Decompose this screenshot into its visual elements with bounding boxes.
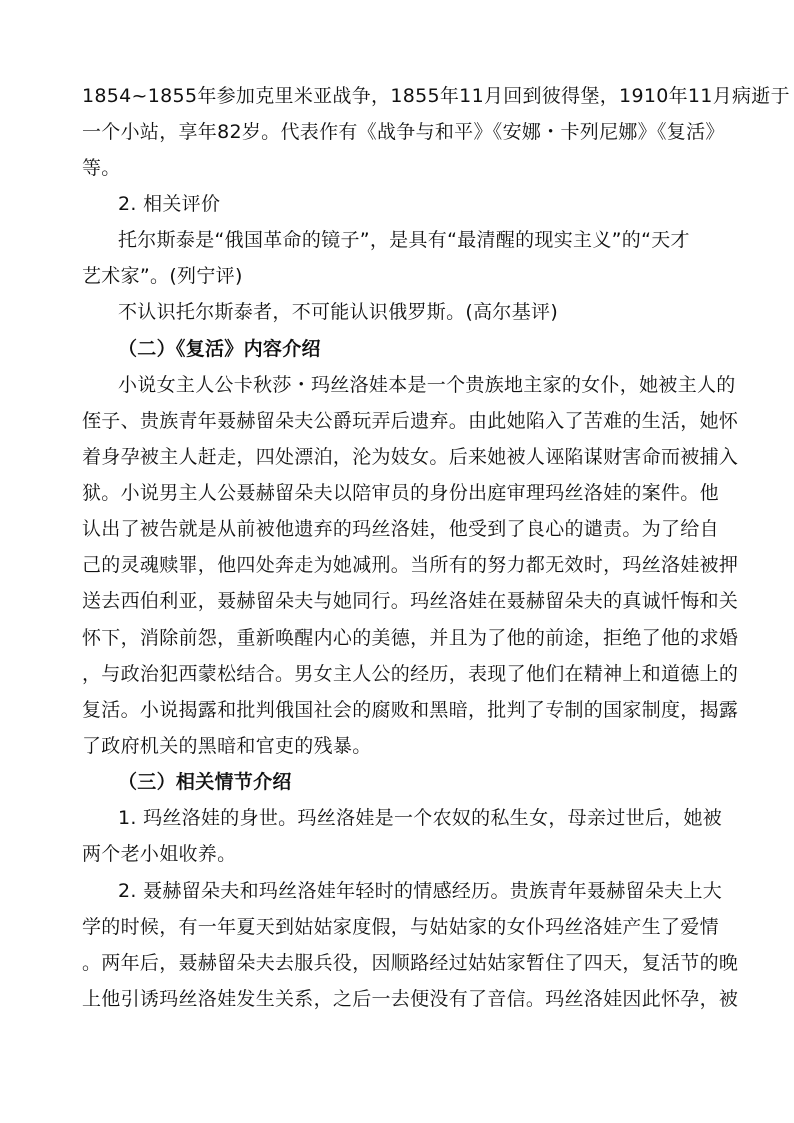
text-line: ，与政治犯西蒙松结合。男女主人公的经历，表现了他们在精神上和道德上的 bbox=[82, 663, 739, 685]
text-line: 小说女主人公卡秋莎・玛丝洛娃本是一个贵族地主家的女仆，她被主人的 bbox=[118, 374, 736, 396]
text-line: 复活。小说揭露和批判俄国社会的腐败和黑暗，批判了专制的国家制度，揭露 bbox=[82, 699, 739, 721]
text-line: 两个老小姐收养。 bbox=[82, 843, 237, 865]
text-line: 了政府机关的黑暗和官吏的残暴。 bbox=[82, 735, 372, 757]
text-line: 不认识托尔斯泰者，不可能认识俄罗斯。(高尔基评) bbox=[118, 301, 559, 323]
text-line: 一个小站，享年82岁。代表作有《战争与和平》《安娜・卡列尼娜》《复活》 bbox=[82, 121, 725, 143]
section-heading: （三）相关情节介绍 bbox=[118, 771, 292, 793]
section-heading: （二）《复活》内容介绍 bbox=[118, 338, 321, 360]
text-line: 上他引诱玛丝洛娃发生关系，之后一去便没有了音信。玛丝洛娃因此怀孕，被 bbox=[82, 988, 739, 1010]
text-line: 侄子、贵族青年聂赫留朵夫公爵玩弄后遗弃。由此她陷入了苦难的生活，她怀 bbox=[82, 410, 739, 432]
text-line: 。两年后，聂赫留朵夫去服兵役，因顺路经过姑姑家暂住了四天，复活节的晚 bbox=[82, 952, 739, 974]
text-line: 怀下，消除前怨，重新唤醒内心的美德，并且为了他的前途，拒绝了他的求婚 bbox=[82, 627, 739, 649]
text-line: 2. 聂赫留朵夫和玛丝洛娃年轻时的情感经历。贵族青年聂赫留朵夫上大 bbox=[118, 880, 723, 902]
text-line: 狱。小说男主人公聂赫留朵夫以陪审员的身份出庭审理玛丝洛娃的案件。他 bbox=[82, 482, 719, 504]
text-line: 学的时候，有一年夏天到姑姑家度假，与姑姑家的女仆玛丝洛娃产生了爱情 bbox=[82, 916, 719, 938]
text-line: 1854~1855年参加克里米亚战争，1855年11月回到彼得堡，1910年11月病逝于 bbox=[82, 85, 790, 107]
text-line: 己的灵魂赎罪，他四处奔走为她减刑。当所有的努力都无效时，玛丝洛娃被押 bbox=[82, 554, 739, 576]
text-line: 艺术家”。(列宁评) bbox=[82, 265, 243, 287]
text-line: 送去西伯利亚，聂赫留朵夫与她同行。玛丝洛娃在聂赫留朵夫的真诚忏悔和关 bbox=[82, 590, 739, 612]
text-line: 认出了被告就是从前被他遗弃的玛丝洛娃，他受到了良心的谴责。为了给自 bbox=[82, 518, 719, 540]
text-line: 1. 玛丝洛娃的身世。玛丝洛娃是一个农奴的私生女，母亲过世后，她被 bbox=[118, 807, 723, 829]
text-line: 托尔斯泰是“俄国革命的镜子”，是具有“最清醒的现实主义”的“天才 bbox=[118, 229, 690, 251]
text-line: 等。 bbox=[82, 157, 121, 179]
section-subheading: 2. 相关评价 bbox=[118, 193, 221, 215]
text-line: 着身孕被主人赶走，四处漂泊，沦为妓女。后来她被人诬陷谋财害命而被捕入 bbox=[82, 446, 739, 468]
